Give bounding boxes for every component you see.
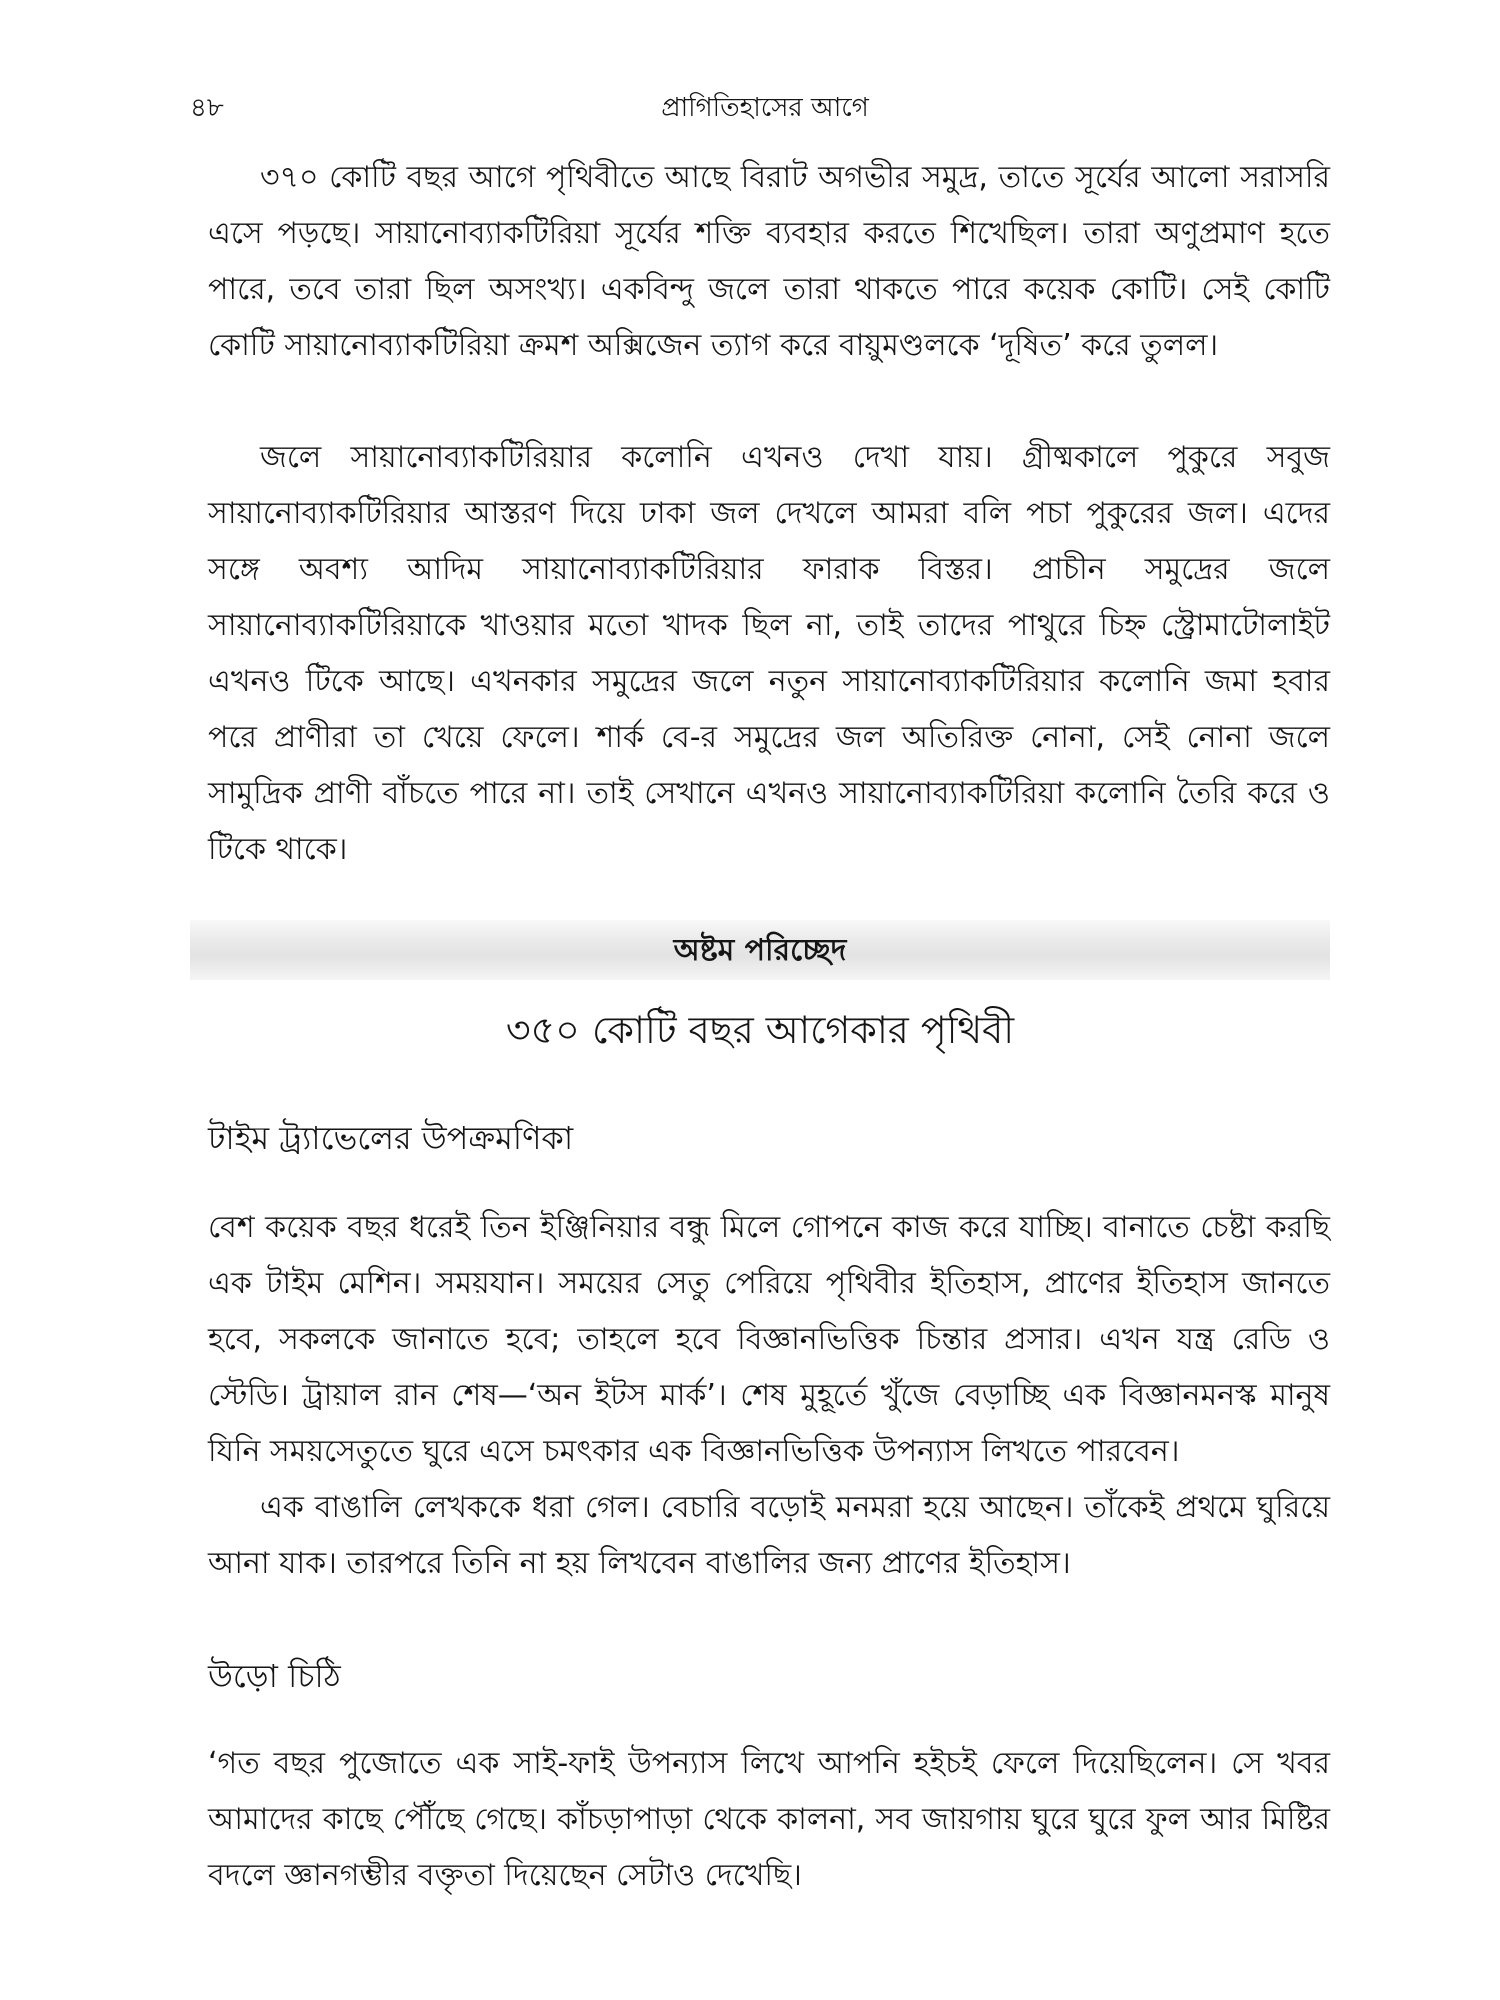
page-header (190, 88, 1340, 128)
body-paragraph: ৩৭০ কোটি বছর আগে পৃথিবীতে আছে বিরাট অগভীর সমুদ্র, তাতে সূর্যের আলো সরাসরি এসে পড়ছে। সায়ানোব্যাকটিরিয়া সূর্যের শক্তি ব্যবহার করতে শিখেছিল। তারা অণুপ্রমাণ হতে পারে, তবে তারা ছিল অসংখ্য। একবিন্দু জলে তারা থাকতে পারে কয়েক কোটি। সেই কোটি কোটি সায়ানোব্যাকটিরিয়া ক্রমশ অক্সিজেন ত্যাগ করে বায়ুমণ্ডলকে ‘দূষিত’ করে তুলল। (208, 160, 1330, 363)
section-heading: টাইম ট্র্যাভেলের উপক্রমণিকা (208, 1119, 574, 1157)
body-paragraph: ‘গত বছর পুজোতে এক সাই-ফাই উপন্যাস লিখে আপনি হইচই ফেলে দিয়েছিলেন। সে খবর আমাদের কাছে পৌঁছে গেছে। কাঁচড়াপাড়া থেকে কালনা, সব জায়গায় ঘুরে ঘুরে ফুল আর মিষ্টির বদলে জ্ঞানগম্ভীর বক্তৃতা দিয়েছেন সেটাও দেখেছি। (208, 1746, 1330, 1893)
body-paragraph: এক বাঙালি লেখককে ধরা গেল। বেচারি বড়োই মনমরা হয়ে আছেন। তাঁকেই প্রথমে ঘুরিয়ে আনা যাক। তারপরে তিনি না হয় লিখবেন বাঙালির জন্য প্রাণের ইতিহাস। (208, 1490, 1330, 1581)
running-title: প্রাগিতিহাসের আগে (661, 93, 869, 123)
body-paragraph: বেশ কয়েক বছর ধরেই তিন ইঞ্জিনিয়ার বন্ধু মিলে গোপনে কাজ করে যাচ্ছি। বানাতে চেষ্টা করছি এক টাইম মেশিন। সময়যান। সময়ের সেতু পেরিয়ে পৃথিবীর ইতিহাস, প্রাণের ইতিহাস জানতে হবে, সকলকে জানাতে হবে; তাহলে হবে বিজ্ঞানভিত্তিক চিন্তার প্রসার। এখন যন্ত্র রেডি ও স্টেডি। ট্রায়াল রান শেষ—‘অন ইটস মার্ক’। শেষ মুহূর্তে খুঁজে বেড়াচ্ছি এক বিজ্ঞানমনস্ক মানুষ যিনি সময়সেতুতে ঘুরে এসে চমৎকার এক বিজ্ঞানভিত্তিক উপন্যাস লিখতে পারবেন। (208, 1210, 1330, 1469)
chapter-label: অষ্টম পরিচ্ছেদ (673, 933, 847, 968)
body-paragraph: জলে সায়ানোব্যাকটিরিয়ার কলোনি এখনও দেখা যায়। গ্রীষ্মকালে পুকুরে সবুজ সায়ানোব্যাকটিরিয়ার আস্তরণ দিয়ে ঢাকা জল দেখলে আমরা বলি পচা পুকুরের জল। এদের সঙ্গে অবশ্য আদিম সায়ানোব্যাকটিরিয়ার ফারাক বিস্তর। প্রাচীন সমুদ্রের জলে সায়ানোব্যাকটিরিয়াকে খাওয়ার মতো খাদক ছিল না, তাই তাদের পাথুরে চিহ্ন স্ট্রোমাটোলাইট এখনও টিকে আছে। এখনকার সমুদ্রের জলে নতুন সায়ানোব্যাকটিরিয়ার কলোনি জমা হবার পরে প্রাণীরা তা খেয়ে ফেলে। শার্ক বে-র সমুদ্রের জল অতিরিক্ত নোনা, সেই নোনা জলে সামুদ্রিক প্রাণী বাঁচতে পারে না। তাই সেখানে এখনও সায়ানোব্যাকটিরিয়া কলোনি তৈরি করে ও টিকে থাকে। (208, 440, 1330, 867)
section-heading: উড়ো চিঠি (208, 1657, 341, 1695)
page-number: ৪৮ (190, 93, 224, 123)
chapter-title: ৩৫০ কোটি বছর আগেকার পৃথিবী (505, 1008, 1015, 1052)
